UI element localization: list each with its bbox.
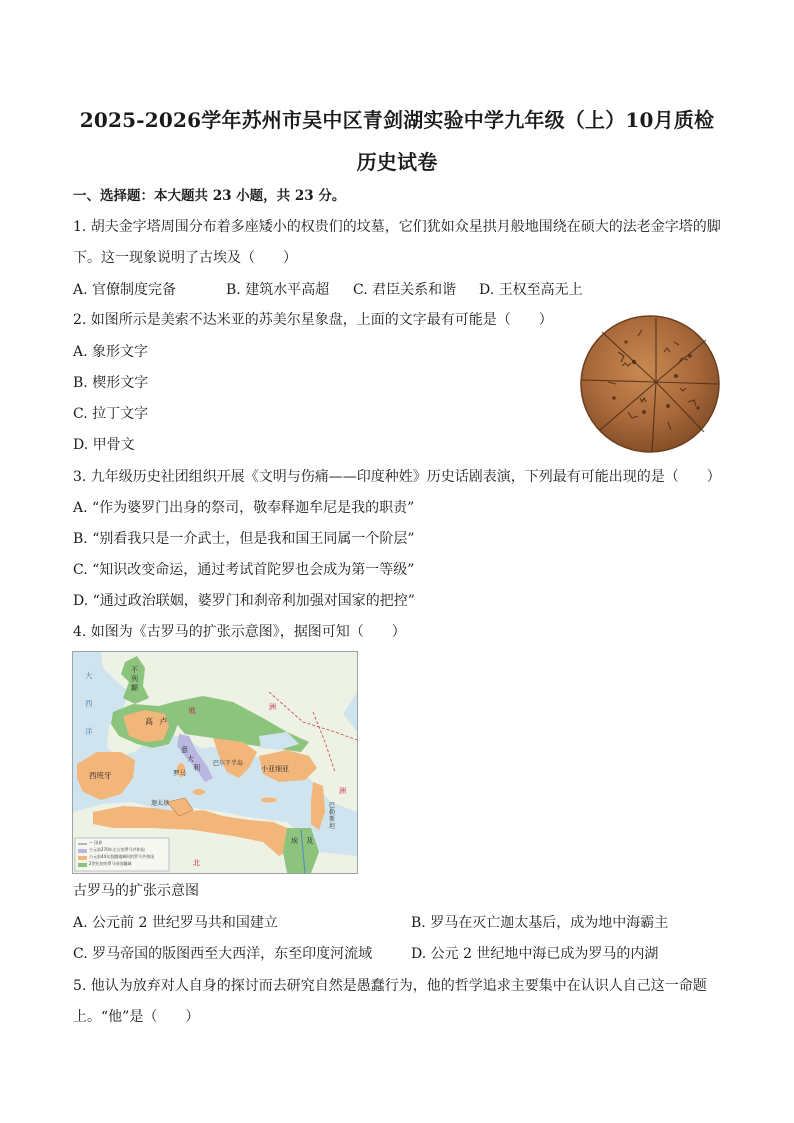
q3-option-c: C. “知识改变命运，通过考试首陀罗也会成为第一等级” — [73, 562, 415, 578]
question-5-line-1: 5. 他认为放弃对人自身的探讨而去研究自然是愚蠢行为，他的哲学追求主要集中在认识人自己这一命题 — [73, 978, 707, 994]
map-label-britain-2: 列 — [131, 675, 138, 683]
map-label-palestine-4: 坦 — [329, 823, 336, 830]
q4-option-d: D. 公元 2 世纪地中海已成为罗马的内湖 — [411, 946, 659, 962]
exam-subtitle: 历史试卷 — [356, 150, 438, 174]
q4-option-b: B. 罗马在灭亡迦太基后，成为地中海霸主 — [411, 915, 669, 931]
map-label-egypt-1: 埃 — [291, 837, 298, 845]
map-label-palestine-1: 巴 — [329, 802, 336, 809]
q2-option-c: C. 拉丁文字 — [73, 406, 149, 422]
q2-option-a: A. 象形文字 — [73, 344, 149, 360]
map-label-gaul-2: 卢 — [159, 717, 168, 726]
q4-option-a: A. 公元前 2 世纪罗马共和国建立 — [73, 915, 278, 931]
map-legend-border: — 国界 — [89, 840, 103, 845]
q1-option-a: A. 官僚制度完备 — [73, 282, 177, 298]
map-legend-2nd-century: 2世纪初的罗马帝国疆域 — [89, 861, 132, 866]
map-label-africa: 北 — [193, 859, 200, 867]
question-1-line-2: 下。这一现象说明了古埃及（ ） — [73, 250, 297, 266]
map-label-balkan: 巴尔干半岛 — [213, 760, 244, 767]
question-1-line-1: 1. 胡夫金字塔周围分布着多座矮小的权贵们的坟墓，它们犹如众星拱月般地围绕在硕大的法老金字塔的脚 — [73, 219, 721, 235]
map-legend-44bc: 公元前44年凯撒遇刺时的罗马共和国 — [89, 854, 155, 859]
map-label-atlantic-2: 西 — [85, 699, 93, 708]
map-label-italy-3: 利 — [193, 764, 200, 772]
exam-title: 2025-2026学年苏州市吴中区青剑湖实验中学九年级（上）10月质检 — [79, 108, 715, 132]
map-label-asia: 洲 — [339, 787, 346, 795]
question-3-line-1: 3. 九年级历史社团组织开展《文明与伤痛——印度种姓》历史话剧表演，下列最有可能出现的是（ ） — [73, 469, 721, 485]
q2-option-b: B. 楔形文字 — [73, 375, 149, 391]
q1-option-c: C. 君臣关系和谐 — [353, 282, 457, 298]
map-label-gaul-1: 高 — [145, 717, 153, 726]
map-label-spain: 西班牙 — [89, 771, 112, 780]
map-label-rome: 罗马 — [173, 769, 186, 777]
map-label-egypt-2: 及 — [306, 837, 314, 845]
map-label-carthage: 迦太基 — [151, 800, 170, 807]
q3-option-d: D. “通过政治联姻，婆罗门和刹帝利加强对国家的把控” — [73, 593, 415, 609]
map-label-asia-minor: 小亚细亚 — [261, 765, 289, 773]
roman-expansion-map — [72, 651, 358, 874]
map-label-italy-1: 意 — [181, 746, 188, 754]
map-label-atlantic-1: 大 — [85, 671, 93, 680]
map-label-palestine-2: 勒 — [329, 809, 336, 816]
section-heading: 一、选择题：本大题共 23 小题，共 23 分。 — [73, 188, 346, 204]
map-label-palestine-3: 斯 — [329, 816, 336, 823]
question-2-line-1: 2. 如图所示是美索不达米亚的苏美尔星象盘，上面的文字最有可能是（ ） — [73, 312, 553, 328]
map-label-atlantic-3: 洋 — [85, 727, 93, 736]
q1-option-b: B. 建筑水平高超 — [226, 282, 330, 298]
map-label-europe-mid: 洲 — [269, 703, 276, 711]
question-4-line-1: 4. 如图为《古罗马的扩张示意图》，据图可知（ ） — [73, 624, 406, 640]
map-label-europe-top: 欧 — [189, 707, 196, 715]
map-caption: 古罗马的扩张示意图 — [73, 883, 199, 899]
map-label-britain-3: 颠 — [131, 684, 138, 692]
map-label-britain-1: 不 — [131, 666, 138, 674]
q3-option-a: A. “作为婆罗门出身的祭司，敬奉释迦牟尼是我的职责” — [73, 500, 415, 516]
map-legend-270bc: 公元前270年左右的罗马共和国 — [89, 847, 145, 852]
sumerian-star-plate-image — [578, 312, 720, 454]
question-5-line-2: 上。“他”是（ ） — [73, 1009, 200, 1025]
q1-option-d: D. 王权至高无上 — [479, 282, 583, 298]
q2-option-d: D. 甲骨文 — [73, 437, 135, 453]
q4-option-c: C. 罗马帝国的版图西至大西洋，东至印度河流域 — [73, 946, 373, 962]
map-label-italy-2: 大 — [187, 755, 194, 763]
q3-option-b: B. “别看我只是一介武士，但是我和国王同属一个阶层” — [73, 531, 415, 547]
